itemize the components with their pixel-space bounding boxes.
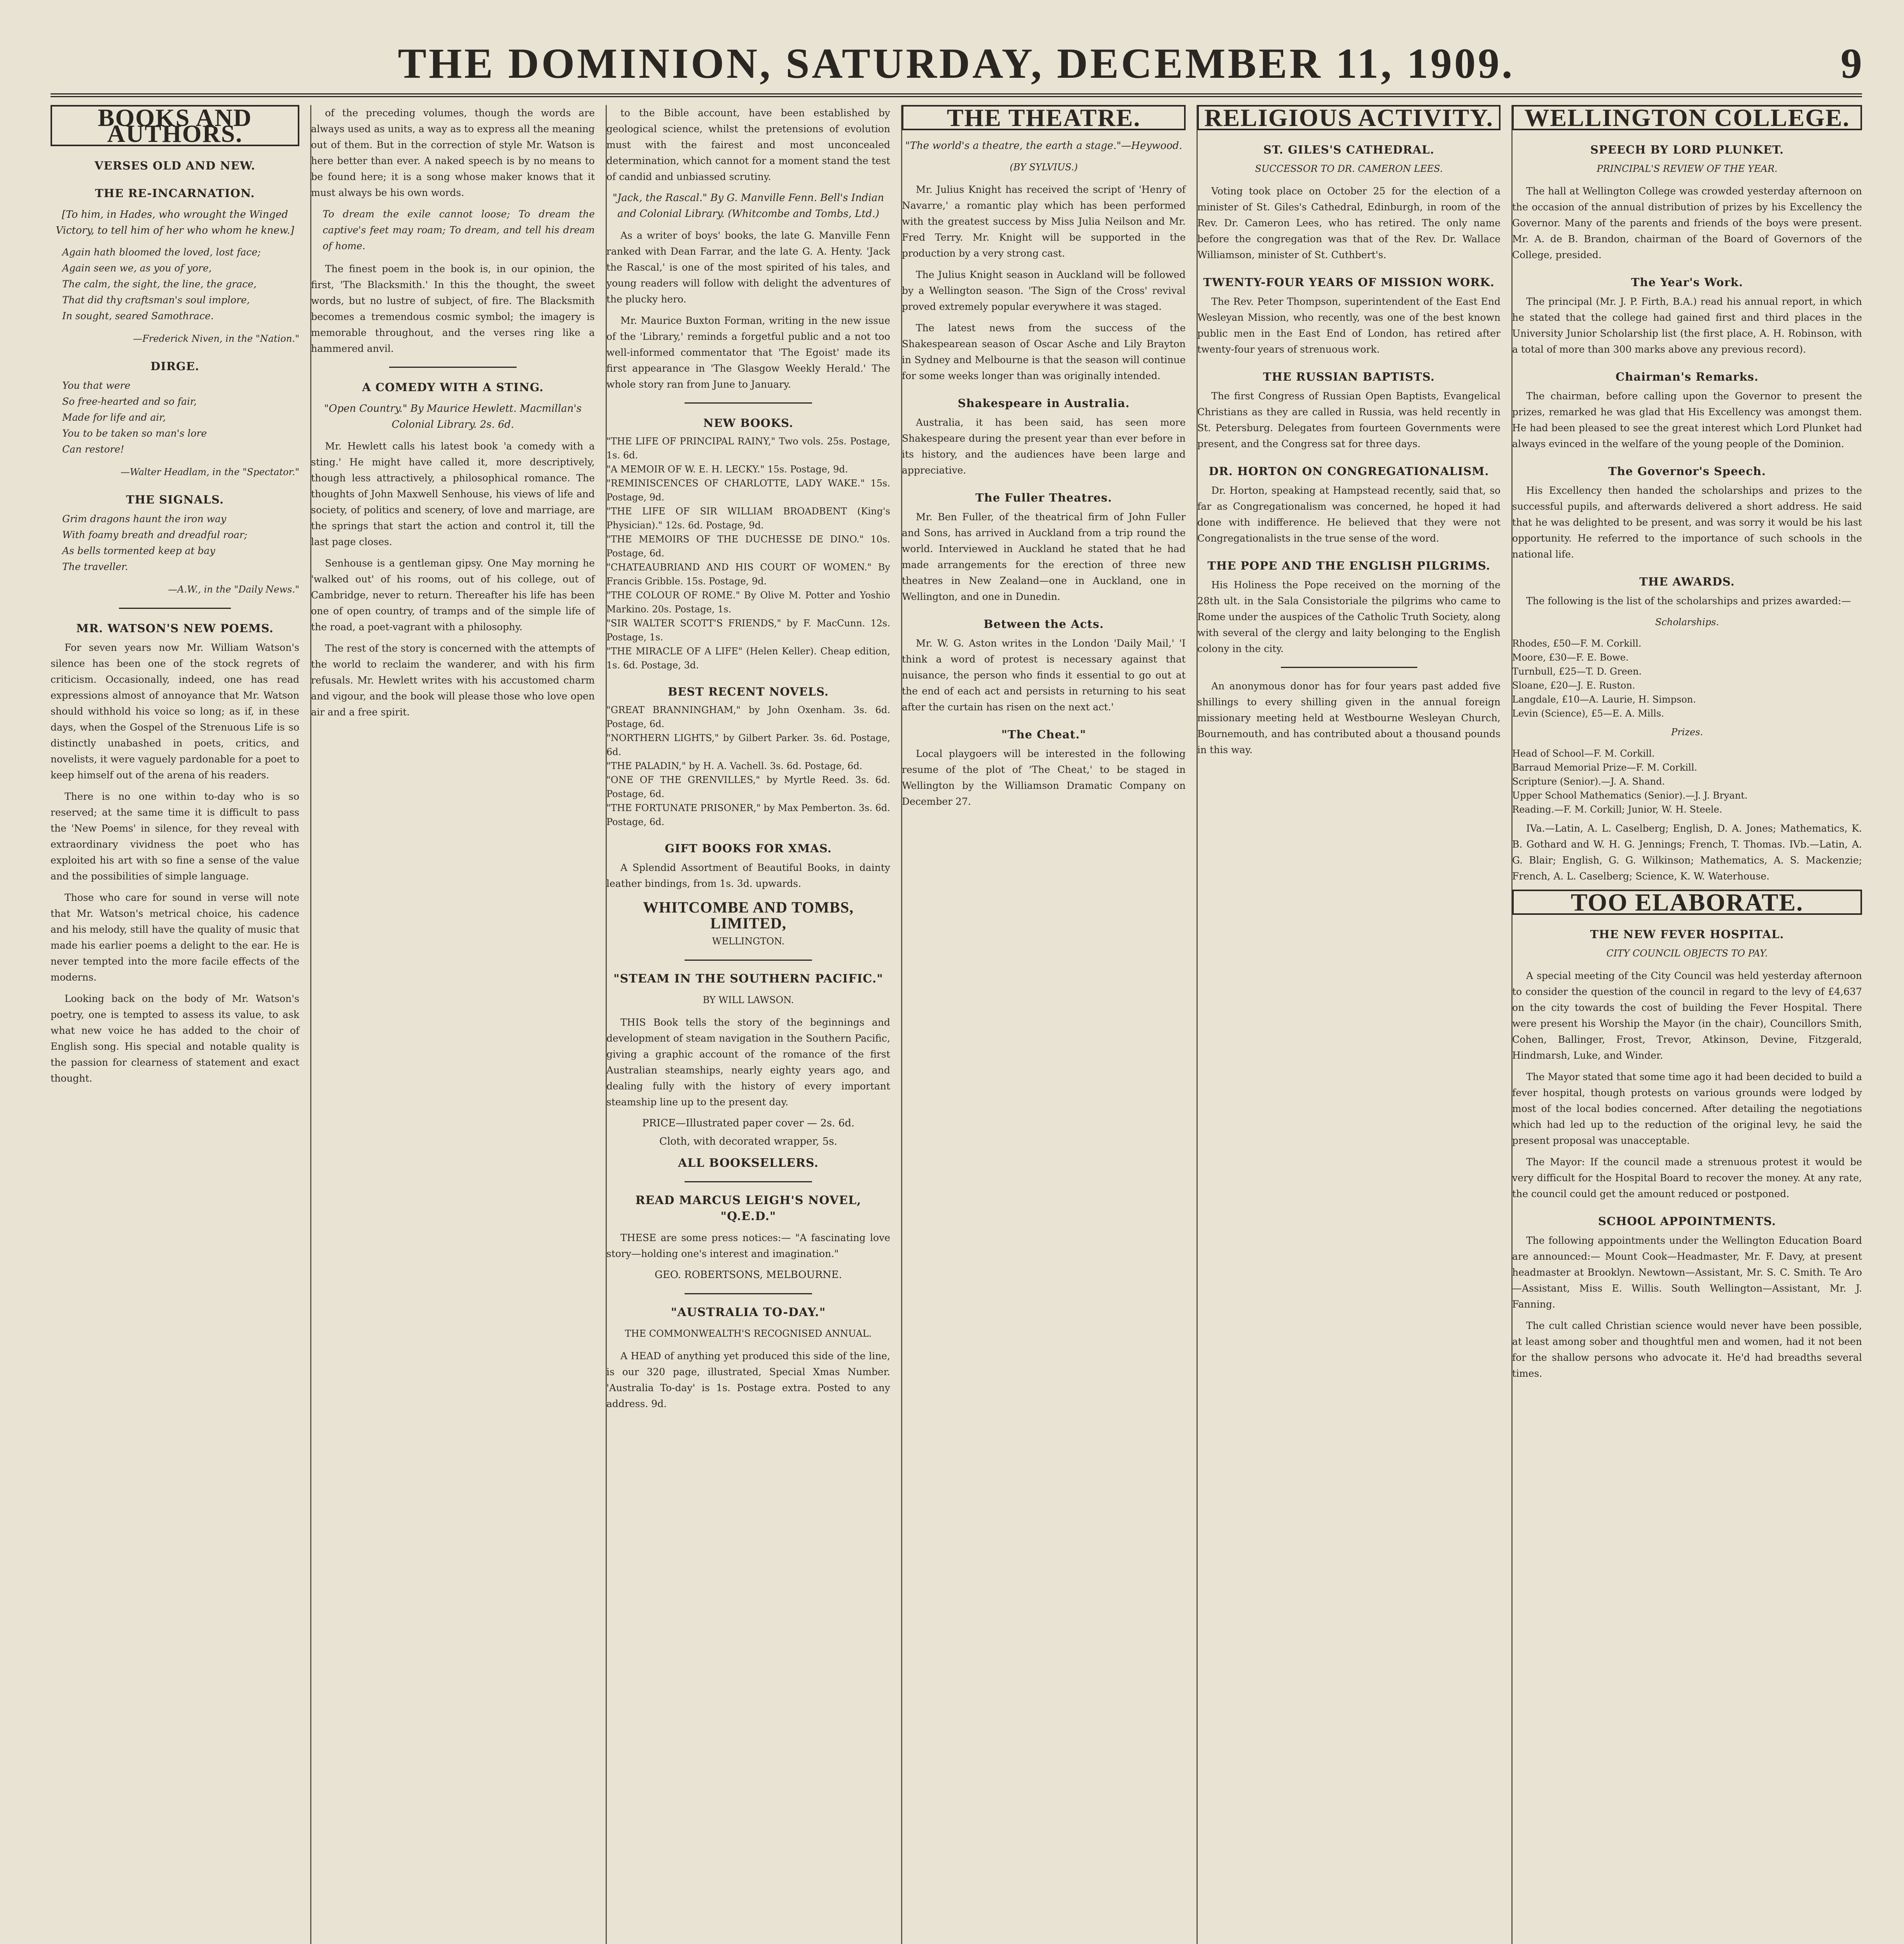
poem-line: The traveller.: [62, 561, 128, 572]
list-item: Langdale, £10—A. Laurie, H. Simpson.: [1512, 694, 1696, 705]
ad-qed-publisher: GEO. ROBERTSONS, MELBOURNE.: [654, 1269, 842, 1281]
divider: [685, 402, 812, 404]
article-paragraph: The cult called Christian science would never have been possible, at least among sober and thoughtful men and women, had it not been for the shallow persons who advocate it. He'd had breadths several times.: [1512, 1320, 1862, 1379]
fever-heading: THE NEW FEVER HOSPITAL.: [1590, 928, 1784, 941]
poem1-dedication: [To him, in Hades, who wrought the Winged Victory, to tell him of her who whom he knew.]: [56, 209, 294, 236]
article-paragraph: The principal (Mr. J. P. Firth, B.A.) read his annual report, in which he stated that the college had gained first and third places in the University Junior Scholarship list (the first place, A. H. Robinson, with a total of more than 300 marks above any previous record).: [1512, 296, 1862, 355]
article-paragraph: Local playgoers will be interested in the following resume of the plot of 'The Cheat,' to be staged in Wellington by the Williamson Dramatic Company on December 27.: [902, 748, 1186, 807]
quoted-verse: To dream the exile cannot loose; To dream the captive's feet may roam; To dream, and tell his dream of home.: [323, 208, 595, 252]
article-paragraph: Voting took place on October 25 for the election of a minister of St. Giles's Cathedral, Edinburgh, in room of the Rev. Dr. Cameron Lees, who has retired. The only name before the congregation was that of the Rev. Dr. Wallace Williamson, minister of St. Cuthbert's.: [1197, 185, 1500, 260]
list-item: Barraud Memorial Prize—F. M. Corkill.: [1512, 762, 1698, 773]
list-item: Rhodes, £50—F. M. Corkill.: [1512, 638, 1642, 649]
mission-heading: TWENTY-FOUR YEARS OF MISSION WORK.: [1203, 276, 1495, 289]
book-item: "NORTHERN LIGHTS," by Gilbert Parker. 3s. 6d. Postage, 6d.: [606, 732, 890, 757]
prizes-list: [1512, 746, 1862, 816]
religion-section-title: RELIGIOUS ACTIVITY.: [1197, 105, 1500, 130]
book-item: "A MEMOIR OF W. E. H. LECKY." 15s. Postage, 9d.: [606, 464, 848, 475]
column-reviews: [311, 105, 607, 1944]
book-item: "ONE OF THE GRENVILLES," by Myrtle Reed. 3s. 6d. Postage, 6d.: [606, 774, 890, 799]
fuller-heading: The Fuller Theatres.: [975, 491, 1112, 504]
list-item: Head of School—F. M. Corkill.: [1512, 748, 1655, 759]
new-books-heading: NEW BOOKS.: [703, 416, 794, 430]
column-theatre: [902, 105, 1198, 1944]
article-paragraph: Mr. Ben Fuller, of the theatrical firm of John Fuller and Sons, has arrived in Auckland from a trip round the world. Interviewed in Auckland he stated that he had made arrangements for the erection of three new theatres in New Zealand—one in Auckland, one in Wellington, and one in Dunedin.: [902, 511, 1186, 602]
ad-steam-sellers: ALL BOOKSELLERS.: [678, 1156, 819, 1170]
ad-steam-title: "STEAM IN THE SOUTHERN PACIFIC.": [613, 972, 883, 986]
article-paragraph: to the Bible account, have been established by geological science, whilst the pretensions of evolution must with the fairest and most unconcealed determination, which cannot for a moment stand the test of candid and unbiassed scrutiny.: [606, 107, 890, 182]
recent-novels-heading: BEST RECENT NOVELS.: [667, 685, 829, 698]
column-books-authors: [51, 105, 311, 1944]
masthead: [51, 23, 1862, 97]
ad-steam-price: PRICE—Illustrated paper cover — 2s. 6d.: [642, 1117, 855, 1129]
book-item: "SIR WALTER SCOTT'S FRIENDS," by F. MacCunn. 12s. Postage, 1s.: [606, 618, 890, 643]
article-paragraph: Mr. Julius Knight has received the script of 'Henry of Navarre,' a romantic play which has been performed with the greatest success by Miss Julia Neilson and Mr. Fred Terry. Mr. Knight will be supported in the production by a very strong cast.: [902, 184, 1186, 259]
article-paragraph: Those who care for sound in verse will note that Mr. Watson's metrical choice, his cadence and his melody, still have the quality of music that made his earlier poems a delight to the ear. He is never tempted into the more facile effects of the moderns.: [51, 892, 299, 983]
article-paragraph: The rest of the story is concerned with the attempts of the world to reclaim the wanderer, and with his firm refusals. Mr. Hewlett writes with his accustomed charm and vigour, and the book will please those who love open air and a free spirit.: [311, 643, 595, 718]
article-paragraph: The first Congress of Russian Open Baptists, Evangelical Christians as they are called in Russia, was held recently in St. Petersburg. Delegates from fourteen Governments were present, and the Congress sat for three days.: [1197, 390, 1500, 449]
article-paragraph: His Excellency then handed the scholarships and prizes to the successful pupils, and afterwards delivered a short address. He said that he was delighted to be present, and was sorry it would be his last opportunity. He referred to the importance of such schools in the national life.: [1512, 485, 1862, 560]
poem3-verse: [62, 511, 299, 575]
article-paragraph: The Rev. Peter Thompson, superintendent of the East End Wesleyan Mission, who recently, was one of the best known public men in the East End of London, has retired after twenty-four years of strenuous work.: [1197, 296, 1500, 355]
list-item: Turnbull, £25—T. D. Green.: [1512, 666, 1642, 677]
article-paragraph: As a writer of boys' books, the late G. Manville Fenn ranked with Dean Farrar, and the late G. A. Henty. 'Jack the Rascal,' is one of the most spirited of his tales, and young readers will follow with delight the adventures of the plucky hero.: [606, 230, 890, 305]
divider: [685, 1181, 812, 1182]
article-paragraph: IVa.—Latin, A. L. Caselberg; English, D. A. Jones; Mathematics, K. B. Gothard and W. H. G. Jennings; French, T. Thomas. IVb.—Latin, A. G. Blair; English, G. G. Wilkinson; Mathematics, A. S. Mackenzie; French, A. L. Caselberg; Science, K. W. Waterhouse.: [1512, 823, 1862, 882]
list-item: Scripture (Senior).—J. A. Shand.: [1512, 776, 1665, 787]
poem-line: You that were: [62, 380, 131, 391]
column-religious-activity: [1197, 105, 1513, 1944]
chairman-heading: Chairman's Remarks.: [1616, 370, 1759, 383]
college-section-title: WELLINGTON COLLEGE.: [1512, 105, 1862, 130]
book-item: "THE PALADIN," by H. A. Vachell. 3s. 6d. Postage, 6d.: [606, 760, 863, 771]
article-paragraph: The following is the list of the scholarships and prizes awarded:—: [1526, 595, 1851, 607]
poem-line: Grim dragons haunt the iron way: [62, 513, 226, 524]
article-paragraph: His Holiness the Pope received on the morning of the 28th ult. in the Sala Consistoriale the pilgrims who came to Rome under the auspices of the Catholic Truth Society, along with several of the clergy and laity belonging to the English colony in the city.: [1197, 579, 1500, 654]
governor-heading: The Governor's Speech.: [1608, 465, 1766, 478]
st-giles-sub: SUCCESSOR TO DR. CAMERON LEES.: [1255, 163, 1443, 174]
year-heading: The Year's Work.: [1631, 276, 1743, 289]
list-item: Upper School Mathematics (Senior).—J. J. Bryant.: [1512, 790, 1748, 801]
comedy-heading: A COMEDY WITH A STING.: [362, 381, 544, 394]
cheat-heading: "The Cheat.": [1001, 728, 1087, 741]
poem-line: With foamy breath and dreadful roar;: [62, 529, 248, 540]
list-item: Moore, £30—F. E. Bowe.: [1512, 652, 1629, 663]
review-heading: PRINCIPAL'S REVIEW OF THE YEAR.: [1597, 163, 1778, 174]
ad-qed-text: THESE are some press notices:— "A fascinating love story—holding one's interest and imagination.": [606, 1232, 890, 1259]
column-books-ads: [606, 105, 902, 1944]
appointments-heading: SCHOOL APPOINTMENTS.: [1598, 1215, 1776, 1228]
article-paragraph: Looking back on the body of Mr. Watson's poetry, one is tempted to assess its value, to ask what new voice he has added to the choir of English song. His special and notable quality is the passion for clearness of statement and exact thought.: [51, 993, 299, 1084]
article-paragraph: Dr. Horton, speaking at Hampstead recently, said that, so far as Congregationalism was concerned, he hoped it had done with indifference. He believed that they were not Congregationalists in the true sense of the word.: [1197, 485, 1500, 544]
ad-australia-text: A HEAD of anything yet produced this side of the line, is our 320 page, illustrated, Special Xmas Number. 'Australia To-day' is 1s. Postage extra. Posted to any address. 9d.: [606, 1350, 890, 1409]
list-item: Sloane, £20—J. E. Ruston.: [1512, 680, 1635, 691]
divider: [685, 1293, 812, 1294]
awards-heading: THE AWARDS.: [1639, 575, 1735, 588]
theatre-section-title: THE THEATRE.: [902, 105, 1186, 130]
poem2-title: DIRGE.: [150, 360, 199, 373]
book-item: "THE FORTUNATE PRISONER," by Max Pemberton. 3s. 6d. Postage, 6d.: [606, 802, 890, 827]
article-paragraph: The Julius Knight season in Auckland will be followed by a Wellington season. 'The Sign of the Cross' revival proved extremely popular everywhere it was staged.: [902, 269, 1186, 312]
poem-line: Again seen we, as you of yore,: [62, 262, 212, 274]
fever-sub: CITY COUNCIL OBJECTS TO PAY.: [1606, 948, 1768, 959]
article-paragraph: There is no one within to-day who is so reserved; at the same time it is difficult to pass the 'New Poems' in silence, for they reveal with extraordinary vividness the poet who has exploited his art with so fine a sense of the value and the possibilities of simple language.: [51, 791, 299, 882]
list-item: Reading.—F. M. Corkill; Junior, W. H. Steele.: [1512, 804, 1722, 815]
poem1-title: THE RE-INCARNATION.: [95, 187, 255, 200]
gift-heading: GIFT BOOKS FOR XMAS.: [665, 842, 832, 855]
acts-heading: Between the Acts.: [983, 617, 1104, 631]
poem1-credit: —Frederick Niven, in the "Nation.": [133, 333, 299, 344]
poem3-credit: —A.W., in the "Daily News.": [168, 584, 299, 595]
ad-whitcombe-title: WHITCOMBE AND TOMBS, LIMITED,: [643, 899, 854, 932]
horton-heading: DR. HORTON ON CONGREGATIONALISM.: [1209, 465, 1489, 478]
books-section-title: BOOKS AND AUTHORS.: [51, 105, 299, 146]
theatre-epigraph: "The world's a theatre, the earth a stage."—Heywood.: [905, 140, 1183, 152]
article-paragraph: The following appointments under the Wellington Education Board are announced:— Mount Cook—Headmaster, Mr. F. Davy, at present headmaster at Brooklyn. Newtown—Assistant, Mr. S. C. Smith. Te Aro—Assistant, Miss E. Willis. South Wellington—Assistant, Mr. J. Fanning.: [1512, 1235, 1862, 1310]
article-paragraph: of the preceding volumes, though the words are always used as units, a way as to express all the meaning out of them. But in the correction of style Mr. Watson is here better than ever. A naked speech is by no means to be found here; it is a song whose maker knows that it must always be his own words.: [311, 107, 595, 198]
ad-whitcombe-place: WELLINGTON.: [712, 936, 785, 947]
poem-line: So free-hearted and so fair,: [62, 396, 197, 407]
poem-line: Again hath bloomed the loved, lost face;: [62, 246, 261, 258]
poem2-credit: —Walter Headlam, in the "Spectator.": [120, 467, 299, 477]
book-item: "THE COLOUR OF ROME." By Olive M. Potter and Yoshio Markino. 20s. Postage, 1s.: [606, 590, 890, 615]
ad-steam-text: THIS Book tells the story of the beginnings and development of steam navigation in the Southern Pacific, giving a graphic account of the romance of the first Australian steamships, nearly eighty years ago, and dealing fully with the history of every important steamship line up to the present day.: [606, 1017, 890, 1108]
poem1-verse: [62, 244, 299, 324]
newspaper-title: THE DOMINION, SATURDAY, DECEMBER 11, 1909.: [398, 40, 1515, 87]
theatre-signature: (BY SYLVIUS.): [1010, 162, 1078, 173]
scholarships-heading: Scholarships.: [1655, 617, 1719, 628]
article-paragraph: The Mayor: If the council made a strenuous protest it would be very difficult for the Hospital Board to recover the money. At any rate, the council could get the amount reduced or postponed.: [1512, 1156, 1862, 1199]
poem-line: That did thy craftsman's soul implore,: [62, 294, 250, 306]
book-item: "GREAT BRANNINGHAM," by John Oxenham. 3s. 6d. Postage, 6d.: [606, 705, 890, 729]
speech-heading: SPEECH BY LORD PLUNKET.: [1590, 143, 1784, 156]
article-paragraph: An anonymous donor has for four years past added five shillings to every shilling given in the annual foreign missionary meeting held at Westbourne Wesleyan Church, Bournemouth, and has contributed about a thousand pounds in this way.: [1197, 680, 1500, 755]
article-paragraph: The latest news from the success of the Shakespearean season of Oscar Asche and Lily Brayton in Sydney and Melbourne is that the season will continue for some weeks longer than was originally intended.: [902, 322, 1186, 381]
article-paragraph: Mr. Maurice Buxton Forman, writing in the new issue of the 'Library,' reminds a forgetful public and a not too well-informed commentator that 'The Egoist' made its first appearance in 'The Glasgow Weekly Herald.' The whole story ran from June to January.: [606, 315, 890, 390]
elaborate-title: TOO ELABORATE.: [1512, 890, 1862, 915]
article-paragraph: Mr. W. G. Aston writes in the London 'Daily Mail,' 'I think a word of protest is necessary against that nuisance, the person who finds it essential to go out at the end of each act and persists in returning to his seat after the curtain has risen on the next act.': [902, 638, 1186, 713]
book-item: "REMINISCENCES OF CHARLOTTE, LADY WAKE." 15s. Postage, 9d.: [606, 478, 890, 503]
article-paragraph: Senhouse is a gentleman gipsy. One May morning he 'walked out' of his rooms, out of his college, out of Cambridge, never to return. Thereafter his life has been one of open country, of tramps and of the simple life of the road, a poet-vagrant with a philosophy.: [311, 558, 595, 633]
article-paragraph: A special meeting of the City Council was held yesterday afternoon to consider the question of the council in regard to the levy of £4,637 on the city towards the cost of building the Fever Hospital. There were present his Worship the Mayor (in the chair), Councillors Smith, Cohen, Ballinger, Frost, Trevor, Atkinson, Devine, Fitzgerald, Hindmarsh, Luke, and Winder.: [1512, 970, 1862, 1061]
poem-line: You to be taken so man's lore: [62, 428, 207, 439]
ad-qed-title: READ MARCUS LEIGH'S NOVEL, "Q.E.D.": [635, 1194, 861, 1223]
prizes-heading: Prizes.: [1671, 727, 1703, 738]
poem-line: Can restore!: [62, 444, 124, 455]
book-item: "THE MIRACLE OF A LIFE" (Helen Keller). Cheap edition, 1s. 6d. Postage, 3d.: [606, 646, 890, 671]
divider: [389, 367, 517, 368]
verses-heading: VERSES OLD AND NEW.: [94, 159, 255, 172]
page-number: 9: [1841, 40, 1862, 87]
poem-line: The calm, the sight, the line, the grace,: [62, 278, 257, 290]
new-books-list: [606, 434, 890, 672]
poem3-title: THE SIGNALS.: [126, 493, 224, 506]
divider: [119, 608, 231, 609]
st-giles-heading: ST. GILES'S CATHEDRAL.: [1263, 143, 1434, 156]
column-wellington-college: [1512, 105, 1862, 1944]
article-paragraph: The Mayor stated that some time ago it had been decided to build a fever hospital, though protests on various grounds were lodged by most of the local bodies concerned. After detailing the negotiations which had led up to the reduction of the original levy, he said the present proposal was unacceptable.: [1512, 1071, 1862, 1146]
comedy-credit: "Open Country." By Maurice Hewlett. Macmillan's Colonial Library. 2s. 6d.: [324, 403, 582, 430]
poem-line: As bells tormented keep at bay: [62, 545, 215, 556]
scholarships-list: [1512, 636, 1862, 720]
poem2-verse: [62, 378, 299, 457]
baptists-heading: THE RUSSIAN BAPTISTS.: [1263, 370, 1435, 383]
book-item: "CHATEAUBRIAND AND HIS COURT OF WOMEN." By Francis Gribble. 15s. Postage, 9d.: [606, 562, 890, 587]
divider: [685, 960, 812, 961]
book-item: "THE LIFE OF SIR WILLIAM BROADBENT (King's Physician)." 12s. 6d. Postage, 9d.: [606, 506, 890, 531]
ad-steam-price-cloth: Cloth, with decorated wrapper, 5s.: [659, 1136, 837, 1147]
list-item: Levin (Science), £5—E. A. Mills.: [1512, 708, 1664, 719]
article-paragraph: For seven years now Mr. William Watson's silence has been one of the stock regrets of criticism. Occasionally, indeed, one has read expressions almost of annoyance that Mr. Watson should withhold his voice so long; as if, in these days, when the Gospel of the Strenuous Life is so distinctly unabashed in poets, critics, and novelists, it were vaguely pardonable for a poet to keep himself out of the arena of his readers.: [51, 642, 299, 781]
poem-line: In sought, seared Samothrace.: [62, 310, 214, 322]
article-paragraph: The chairman, before calling upon the Governor to present the prizes, remarked he was glad that His Excellency was amongst them. He had been pleased to see the great interest which Lord Plunket had always evinced in the welfare of the young people of the Dominion.: [1512, 390, 1862, 449]
pope-heading: THE POPE AND THE ENGLISH PILGRIMS.: [1207, 559, 1490, 572]
article-paragraph: Australia, it has been said, has seen more Shakespeare during the present year than ever before in its history, and the audiences have been large and appreciative.: [902, 417, 1186, 476]
article-paragraph: The hall at Wellington College was crowded yesterday afternoon on the occasion of the annual distribution of prizes by his Excellency the Governor. Many of the parents and friends of the boys were present. Mr. A. de B. Brandon, chairman of the Board of Governors of the College, presided.: [1512, 185, 1862, 260]
article-paragraph: Mr. Hewlett calls his latest book 'a comedy with a sting.' He might have called it, more descriptively, though less attractively, a philosophical romance. The thoughts of John Maxwell Senhouse, his views of life and society, of politics and scenery, of love and marriage, are the springs that start the action and control it, till the last page closes.: [311, 441, 595, 547]
ad-australia-title: "AUSTRALIA TO-DAY.": [671, 1306, 826, 1319]
shakespeare-heading: Shakespeare in Australia.: [957, 397, 1130, 410]
gift-text: A Splendid Assortment of Beautiful Books, in dainty leather bindings, from 1s. 3d. upwards.: [606, 862, 890, 889]
book-item: "THE MEMOIRS OF THE DUCHESSE DE DINO." 10s. Postage, 6d.: [606, 534, 890, 559]
ad-australia-sub: THE COMMONWEALTH'S RECOGNISED ANNUAL.: [625, 1328, 872, 1339]
book-item: "THE LIFE OF PRINCIPAL RAINY," Two vols. 25s. Postage, 1s. 6d.: [606, 436, 890, 461]
ad-steam-author: BY WILL LAWSON.: [702, 995, 794, 1005]
recent-novels-list: [606, 703, 890, 829]
poem-line: Made for life and air,: [62, 412, 166, 423]
review-credit: "Jack, the Rascal." By G. Manville Fenn. Bell's Indian and Colonial Library. (Whitcombe and Tombs, Ltd.): [612, 192, 884, 220]
watson-heading: MR. WATSON'S NEW POEMS.: [76, 622, 274, 635]
article-paragraph: The finest poem in the book is, in our opinion, the first, 'The Blacksmith.' In this the thought, the sweet words, but no lustre of subject, of fire. The Blacksmith becomes a tremendous cosmic symbol; the imagery is memorable throughout, and the verses ring like a hammered anvil.: [311, 263, 595, 354]
divider: [1281, 667, 1417, 668]
